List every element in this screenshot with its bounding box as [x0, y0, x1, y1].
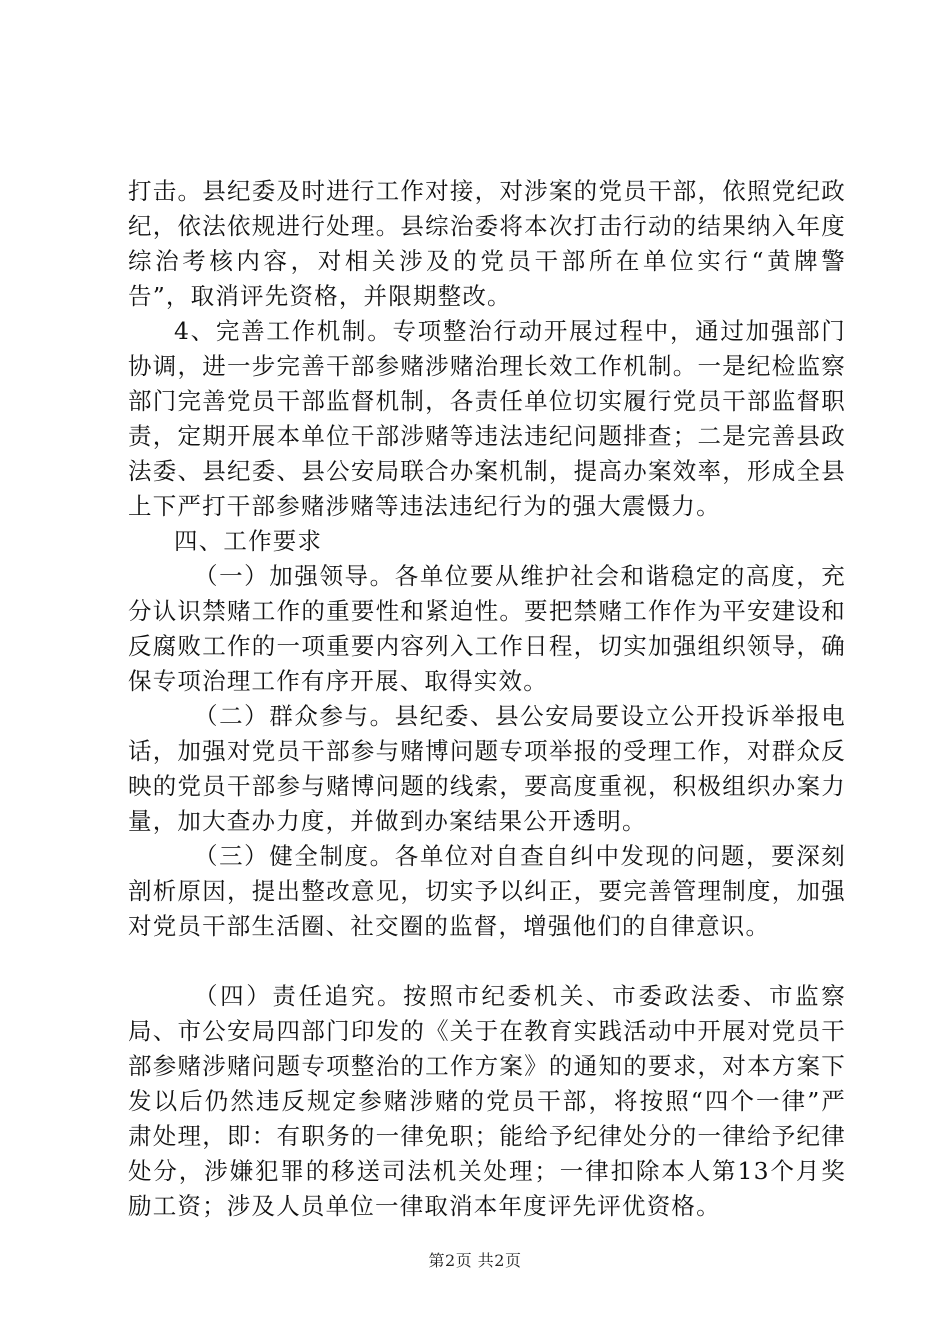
paragraph-accountability: （四）责任追究。按照市纪委机关、市委政法委、市监察局、市公安局四部门印发的《关于在教育实践活动中开展对党员干部参赌涉赌问题专项整治的工作方案》的通知的要求，对本方案下发以后仍然违反规定参赌涉赌的党员干部，将按照“四个一律”严肃处理，即：有职务的一律免职；能给予纪律处分的一律给予纪律处分，涉嫌犯罪的移送司法机关处理；一律扣除本人第13个月奖励工资；涉及人员单位一律取消本年度评先评优资格。 [128, 982, 846, 1220]
paragraph-work-mechanism: 4、完善工作机制。专项整治行动开展过程中，通过加强部门协调，进一步完善干部参赌涉赌治理长效工作机制。一是纪检监察部门完善党员干部监督机制，各责任单位切实履行党员干部监督职责，定期开展本单位干部涉赌等违法违纪问题排查；二是完善县政法委、县纪委、县公安局联合办案机制，提高办案效率，形成全县上下严打干部参赌涉赌等违法违纪行为的强大震慑力。 [128, 317, 846, 520]
section-heading-work-requirements: 四、工作要求 [174, 527, 323, 555]
paragraph-improve-system: （三）健全制度。各单位对自查自纠中发现的问题，要深刻剖析原因，提出整改意见，切实予以纠正，要完善管理制度，加强对党员干部生活圈、社交圈的监督，增强他们的自律意识。 [128, 842, 846, 940]
paragraph-continuation: 打击。县纪委及时进行工作对接，对涉案的党员干部，依照党纪政纪，依法依规进行处理。县综治委将本次打击行动的结果纳入年度综治考核内容，对相关涉及的党员干部所在单位实行“黄牌警告”，取消评先资格，并限期整改。 [128, 177, 846, 310]
document-body [128, 174, 846, 1224]
page-footer: 第2页 共2页 [428, 1251, 522, 1270]
blank-line [128, 944, 846, 979]
paragraph-strengthen-leadership: （一）加强领导。各单位要从维护社会和谐稳定的高度，充分认识禁赌工作的重要性和紧迫性。要把禁赌工作作为平安建设和反腐败工作的一项重要内容列入工作日程，切实加强组织领导，确保专项治理工作有序开展、取得实效。 [128, 562, 846, 695]
paragraph-public-participation: （二）群众参与。县纪委、县公安局要设立公开投诉举报电话，加强对党员干部参与赌博问题专项举报的受理工作，对群众反映的党员干部参与赌博问题的线索，要高度重视，积极组织办案力量，加大查办力度，并做到办案结果公开透明。 [128, 702, 846, 835]
